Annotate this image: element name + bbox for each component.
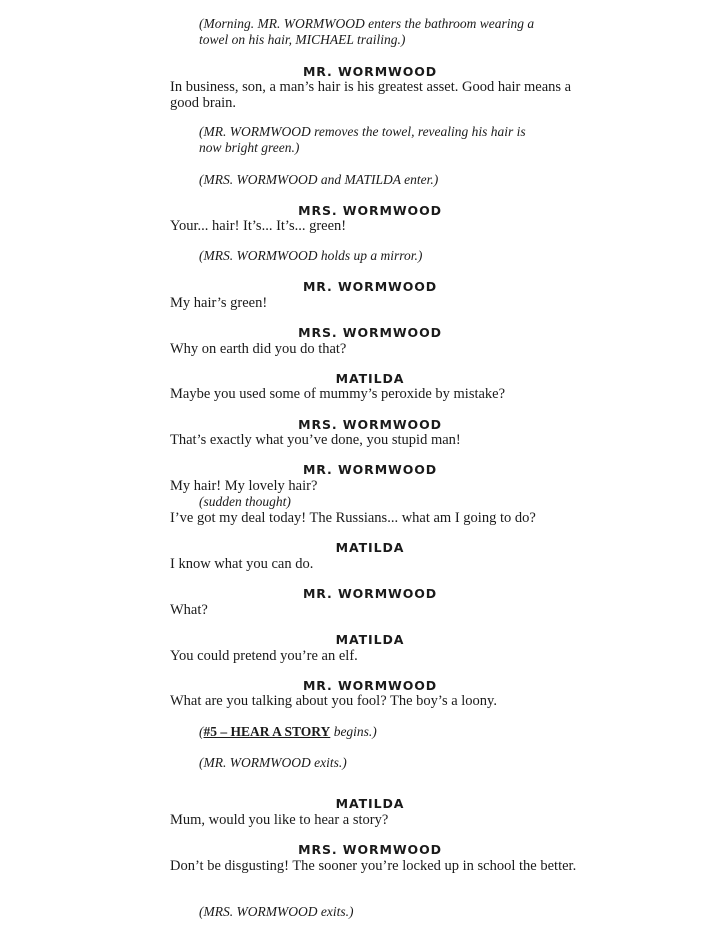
character-name: MR. WORMWOOD — [302, 462, 438, 477]
character-name: MRS. WORMWOOD — [298, 203, 442, 218]
song-title: #5 – HEAR A STORY — [203, 724, 331, 739]
stage-direction-exit: (MRS. WORMWOOD exits.) — [199, 904, 354, 919]
dialogue-line: I know what you can do. — [170, 556, 314, 572]
stage-direction-morning: (Morning. MR. WORMWOOD enters the bathroom wearing a towel on his hair, MICHAEL trailing.) — [199, 16, 535, 47]
dialogue-line: What are you talking about you fool? The boy’s a loony. — [170, 693, 497, 709]
dialogue-line: Maybe you used some of mummy’s peroxide by mistake? — [170, 386, 506, 402]
character-name: MR. WORMWOOD — [302, 279, 438, 294]
dialogue-line: My hair! My lovely hair? — [170, 478, 318, 494]
character-name: MR. WORMWOOD — [302, 586, 438, 601]
stage-direction-enter: (MRS. WORMWOOD and MATILDA enter.) — [199, 172, 439, 187]
character-name: MR. WORMWOOD — [302, 64, 438, 79]
dialogue-line: You could pretend you’re an elf. — [170, 648, 358, 664]
stage-direction-song — [199, 724, 539, 740]
character-name: MR. WORMWOOD — [302, 678, 438, 693]
character-name: MATILDA — [335, 540, 405, 555]
character-name: MATILDA — [335, 371, 405, 386]
dialogue-line: That’s exactly what you’ve done, you stupid man! — [170, 432, 461, 448]
dialogue-line: My hair’s green! — [170, 295, 268, 311]
stage-direction-mirror: (MRS. WORMWOOD holds up a mirror.) — [199, 248, 423, 263]
dialogue-line: Why on earth did you do that? — [170, 341, 347, 357]
parenthetical: (sudden thought) — [199, 494, 291, 509]
character-name: MRS. WORMWOOD — [298, 325, 442, 340]
character-name: MATILDA — [335, 632, 405, 647]
dialogue-line: Don’t be disgusting! The sooner you’re locked up in school the better. — [170, 858, 577, 874]
character-name: MRS. WORMWOOD — [298, 417, 442, 432]
character-name: MRS. WORMWOOD — [298, 842, 442, 857]
dialogue-line: In business, son, a man’s hair is his greatest asset. Good hair means a good brain. — [170, 79, 572, 111]
dialogue-line: What? — [170, 602, 208, 618]
song-open: ( — [199, 724, 204, 739]
song-rest: begins.) — [330, 724, 377, 739]
stage-direction-towel: (MR. WORMWOOD removes the towel, revealing his hair is now bright green.) — [199, 124, 526, 155]
stage-direction-exit: (MR. WORMWOOD exits.) — [199, 755, 347, 770]
dialogue-line: Your... hair! It’s... It’s... green! — [170, 218, 347, 234]
dialogue-line: I’ve got my deal today! The Russians... what am I going to do? — [170, 510, 536, 526]
character-name: MATILDA — [335, 796, 405, 811]
dialogue-line: Mum, would you like to hear a story? — [170, 812, 389, 828]
